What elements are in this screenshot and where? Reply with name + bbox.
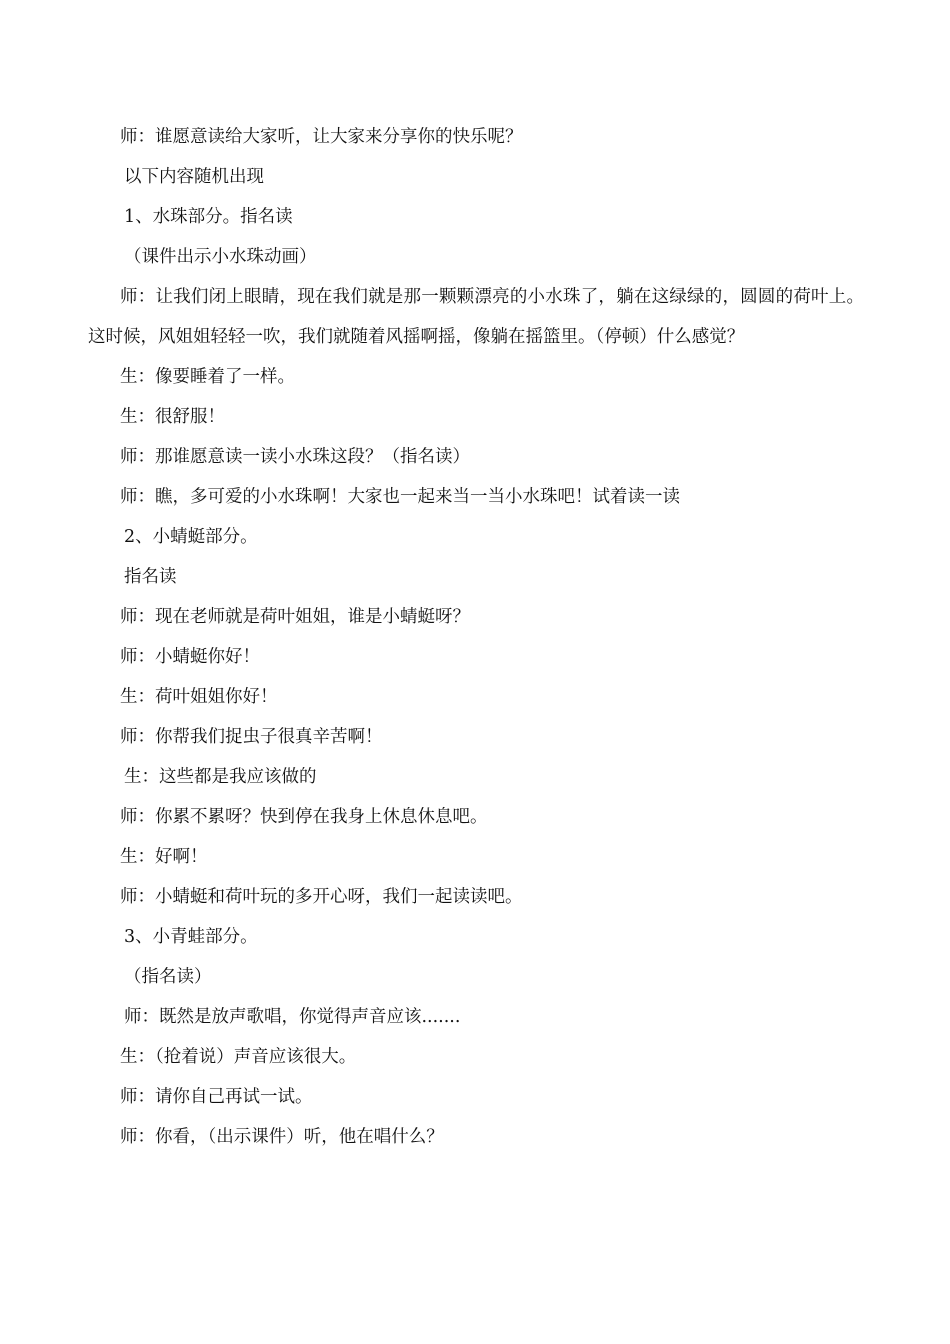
paragraph: 师：小蜻蜓你好！: [120, 647, 260, 667]
paragraph: 师：让我们闭上眼睛，现在我们就是那一颗颗漂亮的小水珠了，躺在这绿绿的，圆圆的荷叶上。这时候，风姐姐轻轻一吹，我们就随着风摇啊摇，像躺在摇篮里。（停顿）什么感觉？: [88, 287, 864, 347]
paragraph: 以下内容随机出现: [124, 167, 264, 187]
paragraph: 师：谁愿意读给大家听，让大家来分享你的快乐呢？: [120, 127, 523, 147]
paragraph: 指名读: [124, 567, 177, 587]
paragraph: 生：很舒服！: [120, 407, 225, 427]
paragraph: （指名读）: [124, 967, 212, 987]
paragraph: 1、水珠部分。指名读: [124, 207, 293, 227]
paragraph: 生：（抢着说）声音应该很大。: [120, 1047, 357, 1067]
paragraph: 生：这些都是我应该做的: [124, 767, 317, 787]
paragraph: 师：你看，（出示课件）听，他在唱什么？: [120, 1127, 444, 1147]
paragraph: 师：那谁愿意读一读小水珠这段？（指名读）: [120, 447, 470, 467]
paragraph: 师：你帮我们捉虫子很真辛苦啊！: [120, 727, 383, 747]
paragraph: 3、小青蛙部分。: [124, 927, 258, 947]
paragraph: 生：荷叶姐姐你好！: [120, 687, 278, 707]
paragraph: 师：瞧，多可爱的小水珠啊！大家也一起来当一当小水珠吧！试着读一读: [120, 487, 680, 507]
paragraph: 师：小蜻蜓和荷叶玩的多开心呀，我们一起读读吧。: [120, 887, 523, 907]
paragraph: 生：好啊！: [120, 847, 208, 867]
paragraph: 师：现在老师就是荷叶姐姐，谁是小蜻蜓呀？: [120, 607, 470, 627]
paragraph: 师：你累不累呀？快到停在我身上休息休息吧。: [120, 807, 488, 827]
paragraph: 师：请你自己再试一试。: [120, 1087, 313, 1107]
paragraph: （课件出示小水珠动画）: [124, 247, 317, 267]
document-body: [88, 117, 864, 1157]
paragraph: 生：像要睡着了一样。: [120, 367, 295, 387]
paragraph: 师：既然是放声歌唱，你觉得声音应该.......: [124, 1007, 461, 1027]
paragraph: 2、小蜻蜓部分。: [124, 527, 258, 547]
